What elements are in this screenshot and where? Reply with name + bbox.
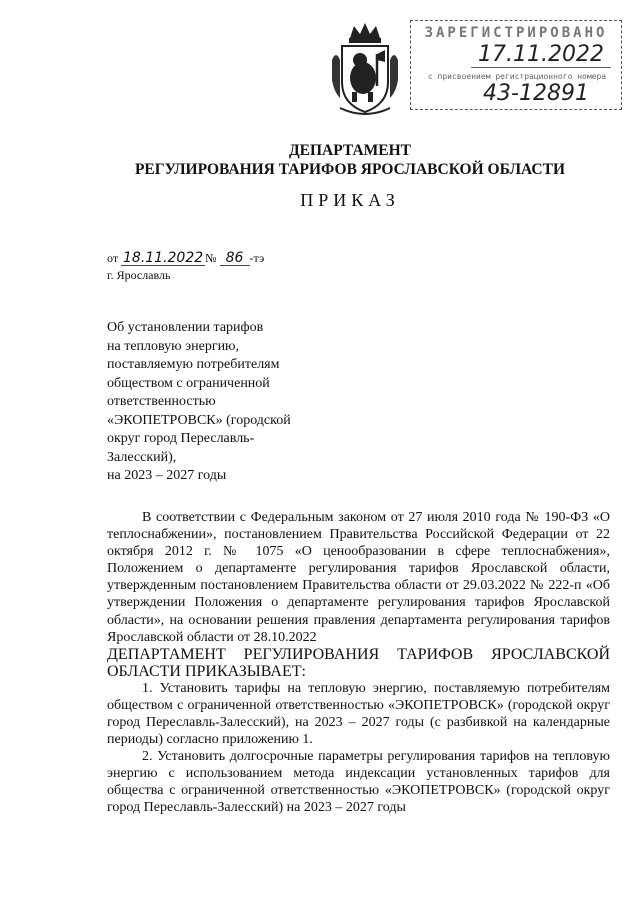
orders-heading: ДЕПАРТАМЕНТ РЕГУЛИРОВАНИЯ ТАРИФОВ ЯРОСЛАВСКОЙ ОБЛАСТИ ПРИКАЗЫВАЕТ: [107,645,610,680]
order-line [107,251,264,266]
department-line-1: ДЕПАРТАМЕНТ [288,142,412,159]
order-number-suffix: -тэ [249,251,265,265]
subject-line: «ЭКОПЕТРОВСК» (городской [107,412,291,428]
order-item-1: 1. Установить тарифы на тепловую энергию, поставляемую потребителям обществом с ограниченной ответственностью «ЭКОПЕТРОВСК» (городской округ город Переславль-Залесский), на 2023 – 2027 годы (с разбивкой на календарные периоды) согласно приложению 1. [107,680,610,748]
subject-line: обществом с ограниченной [107,375,270,391]
order-number-label: № [205,251,217,265]
preamble-paragraph: В соответствии с Федеральным законом от 27 июля 2010 года № 190-ФЗ «О теплоснабжении», постановлением Правительства Российской Федерации от 22 октября 2012 г. № 1075 «О ценообразовании в сфере теплоснабжения», Положением о департаменте регулирования тарифов Ярославской области, утвержденным постановлением Правительства области от 29.03.2022 № 222-п «Об утверждении Положения о департаменте регулирования тарифов Ярославской области», на основании решения правления департамента регулирования тарифов Ярославской области от 28.10.2022 [107,510,610,645]
document-type: ПРИКАЗ [300,190,400,210]
order-from-label: от [107,251,119,265]
subject-line: округ город Переславль- [107,431,255,446]
subject-line: на тепловую энергию, [107,338,240,354]
subject-line: Об установлении тарифов [107,320,264,335]
order-item-2: 2. Установить долгосрочные параметры регулирования тарифов на тепловую энергию с использованием метода индексации установленных тарифов для общества с ограниченной ответственностью «ЭКОПЕТРОВСК» (городской округ город Переславль-Залесский) на 2023 – 2027 годы [107,749,610,816]
subject-line: Залесский), [107,449,177,465]
stamp-date: 17.11.2022 [471,43,611,68]
subject-line: на 2023 – 2027 годы [107,468,227,483]
order-city: г. Ярославль [107,268,171,282]
order-number: 86 [220,251,250,266]
registration-stamp [410,20,622,110]
order-subject [107,319,322,486]
department-line-2: РЕГУЛИРОВАНИЯ ТАРИФОВ ЯРОСЛАВСКОЙ ОБЛАСТИ [134,161,566,178]
stamp-title: ЗАРЕГИСТРИРОВАНО [424,25,608,41]
order-date: 18.11.2022 [123,250,204,266]
order-body [107,509,610,817]
yaroslavl-coat-of-arms-icon [330,20,400,120]
stamp-caption: с присвоением регистрационного номера [427,72,607,81]
subject-line: ответственностью [107,394,216,409]
stamp-registration-number: 43-12891 [483,81,589,106]
department-title [60,141,640,179]
subject-line: поставляемую потребителям [107,357,280,372]
